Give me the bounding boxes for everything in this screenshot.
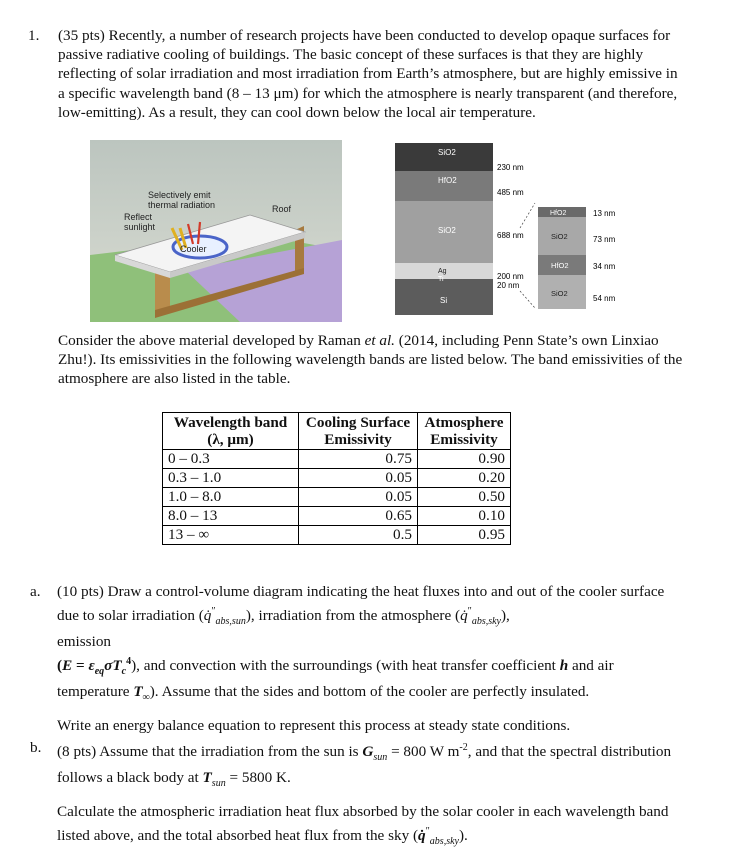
cell-band: 0.3 – 1.0 (163, 469, 299, 488)
cell-atmosphere: 0.95 (418, 526, 511, 545)
layer-label: HfO2 (438, 176, 457, 185)
question-number: 1. (28, 27, 40, 44)
dim-label: 688 nm (497, 231, 524, 240)
cell-band: 1.0 – 8.0 (163, 488, 299, 507)
layer-label: Si (440, 296, 448, 305)
cell-band: 8.0 – 13 (163, 507, 299, 526)
material-paragraph (58, 331, 698, 389)
cell-band: 13 – ∞ (163, 526, 299, 545)
label-cooler: Cooler (180, 244, 207, 254)
part-a-label: a. (30, 583, 41, 600)
cooler-roof-svg (90, 140, 342, 322)
cell-surface: 0.65 (299, 507, 418, 526)
table-row (163, 450, 511, 469)
dim-label: 20 nm (497, 281, 520, 290)
label-reflect: Reflect (124, 212, 153, 222)
detail-dim: 73 nm (593, 235, 616, 244)
label-emit2: thermal radiation (148, 200, 216, 210)
layer-label: Ti (438, 276, 444, 283)
layer-label: Ag (438, 268, 447, 275)
detail-label: SiO2 (551, 289, 568, 298)
detail-dim: 13 nm (593, 209, 616, 218)
cell-surface: 0.05 (299, 488, 418, 507)
part-b-label: b. (30, 739, 42, 756)
label-roof: Roof (272, 204, 292, 214)
layer-label: SiO2 (438, 226, 456, 235)
table-row (163, 469, 511, 488)
dim-label: 485 nm (497, 188, 524, 197)
table-header-row (163, 413, 511, 450)
cell-atmosphere: 0.10 (418, 507, 511, 526)
part-a-text: (10 pts) Draw a control-volume diagram indicating the heat fluxes into and out of the cooler surface due to solar irradiation $(q̇''_{abs,sun})$, irradiation from the atmosphere $(q̇''_{abs,sky})$, emission $(E = \varepsilon_{eq}\sigma T_c^4)$, and convection with the surroundings (with heat transfer coefficient h and air temperature $T_\infty$). Assume that the sides and bottom of the cooler are perfectly insulated. Write an energy balance equation to represent this process at steady state conditions. (57, 583, 665, 735)
label-emit: Selectively emit (148, 190, 211, 200)
table-row (163, 526, 511, 545)
detail-label: HfO2 (550, 210, 567, 217)
cooler-roof-illustration (90, 140, 342, 322)
detail-label: HfO2 (551, 261, 569, 270)
table-row (163, 488, 511, 507)
emissivity-table (162, 412, 511, 545)
part-b-text: (8 pts) Assume that the irradiation from the sun is $G_{sun} = 800$ W $m^{-2}$, and that the spectral distribution follows a black body at $T_{sun} = 5800$ K. Calculate the atmospheric irradiation heat flux absorbed by the solar cooler in each wavelength band listed above, and the total absorbed heat flux from the sky $(q̇''_{abs,sky})$. (57, 742, 672, 848)
layer-label: SiO2 (438, 148, 456, 157)
cell-atmosphere: 0.50 (418, 488, 511, 507)
detail-dim: 54 nm (593, 294, 616, 303)
header-atmosphere: Atmosphere Emissivity (418, 413, 511, 450)
cell-atmosphere: 0.20 (418, 469, 511, 488)
header-surface: Cooling Surface Emissivity (299, 413, 418, 450)
cell-band: 0 – 0.3 (163, 450, 299, 469)
cell-surface: 0.5 (299, 526, 418, 545)
para2-text-end: (2014, including Penn State’s own Linxiao Zhu!). Its emissivities in the following wavelength bands are listed below. The band emissivities of the atmosphere are also listed in the table. (58, 332, 683, 388)
header-wavelength: Wavelength band (λ, μm) (163, 413, 299, 450)
cell-surface: 0.75 (299, 450, 418, 469)
cell-atmosphere: 0.90 (418, 450, 511, 469)
question-intro: (35 pts) Recently, a number of research projects have been conducted to develop opaque surfaces for passive radiative cooling of buildings. The basic concept of these surfaces is that they are highly reflecting of solar irradiation and most irradiation from Earth’s atmosphere, but are highly emissive in a specific wavelength band (8 – 13 μm) for which the atmosphere is nearly transparent (and therefore, low-emitting). As a result, they can cool down below the local air temperature. (58, 27, 678, 121)
cell-surface: 0.05 (299, 469, 418, 488)
table-row (163, 507, 511, 526)
sem-cross-section (395, 143, 658, 315)
detail-label: SiO2 (551, 232, 568, 241)
dim-label: 230 nm (497, 163, 524, 172)
para2-etal: et al. (364, 332, 395, 349)
label-sunlight: sunlight (124, 222, 156, 232)
connector-lines (520, 203, 535, 308)
dim-label: 200 nm (497, 272, 524, 281)
detail-dim: 34 nm (593, 262, 616, 271)
sem-svg (395, 143, 658, 315)
para2-text: Consider the above material developed by Raman (58, 332, 365, 349)
